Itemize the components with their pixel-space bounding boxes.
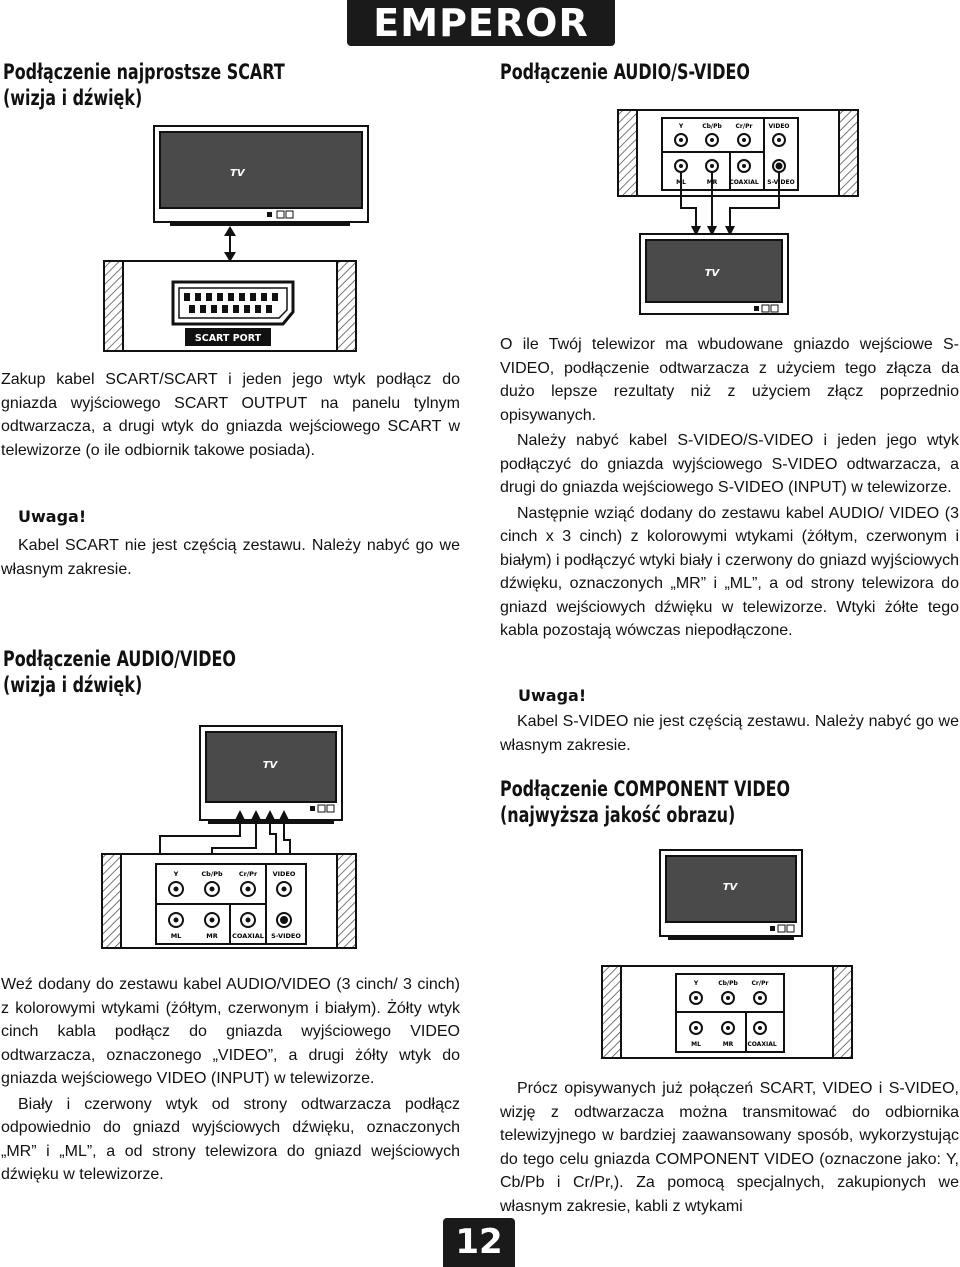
av-cbpb-label: Cb/Pb — [201, 870, 223, 878]
av-video-label: VIDEO — [272, 870, 296, 878]
sv-crpr-label: Cr/Pr — [735, 123, 753, 130]
svideo-warning-text — [500, 710, 959, 757]
sv-mr-label: MR — [706, 179, 718, 186]
sv-cbpb-label: Cb/Pb — [702, 123, 722, 130]
av-ml-label: ML — [170, 932, 182, 940]
scart-paragraph — [1, 368, 460, 462]
component-title-line1: Podłączenie COMPONENT VIDEO — [500, 777, 791, 801]
sv-coaxial-label: COAXIAL — [729, 179, 759, 186]
av-coaxial-label: COAXIAL — [232, 932, 264, 940]
scart-text: Zakup kabel SCART/SCART i jeden jego wtyk podłącz do gniazda wyjściowego SCART OUTPUT na panelu tylnym odtwarzacza, a drugi wtyk do gniazda wejściowego SCART w telewizorze (o ile odbiornik takowe posiada). — [1, 371, 460, 459]
svideo-warning-label: Uwaga! — [518, 686, 587, 705]
brand-header — [347, 0, 615, 85]
sv-svideo-label: S-VIDEO — [767, 179, 795, 186]
brand-title: EMPEROR IV — [373, 1, 589, 85]
component-title-line2: (najwyższa jakość obrazu) — [500, 803, 736, 827]
scart-title-line2: (wizja i dźwięk) — [3, 86, 143, 110]
av-svideo-label: S-VIDEO — [271, 932, 301, 940]
comp-tv-label: TV — [722, 882, 738, 893]
component-diagram — [600, 848, 854, 1068]
av-mr-label: MR — [206, 932, 218, 940]
svideo-paragraph-2: Należy nabyć kabel S-VIDEO/S-VIDEO i jeden jego wtyk podłączyć do gniazda wyjściowego S-VIDEO odtwarzacza, a drugi do gniazda wejściowego S-VIDEO (INPUT) w telewizorze. — [500, 432, 959, 496]
sv-tv-label: TV — [704, 268, 720, 279]
av-title-line1: Podłączenie AUDIO/VIDEO — [3, 647, 236, 671]
av-paragraph-1: Weź dodany do zestawu kabel AUDIO/VIDEO (3 cinch/ 3 cinch) z kolorowymi wtykami (żółtym, czerwonym i białym). Żółty wtyk cinch kabla podłącz do gniazda wyjściowego VIDEO odtwarzacza, oznaczonego „VIDEO”, a drugi żółty wtyk do gniazda wejściowego VIDEO (INPUT) w telewizorze. — [1, 976, 460, 1087]
av-y-label: Y — [173, 870, 179, 878]
av-title — [3, 646, 236, 698]
sv-ml-label: ML — [676, 179, 686, 186]
svideo-paragraph-3: Następnie wziąć dodany do zestawu kabel AUDIO/ VIDEO (3 cinch x 3 cinch) z kolorowymi wtykami (żółtym, czerwonym i białym) i podłączyć wtyki biały i czerwony do gniazd wyjściowych dźwięku, oznaczonych „MR” i „ML”, a od strony telewizora do gniazd wejściowych dźwięku w telewizorze. Wtyki żółte tego kabla pozostają wówczas niepodłączone. — [500, 504, 959, 639]
av-tv-label: TV — [262, 760, 278, 771]
component-paragraph — [500, 1077, 959, 1218]
sv-video-label: VIDEO — [768, 123, 790, 130]
page-number: 12 — [455, 1222, 503, 1262]
comp-cbpb-label: Cb/Pb — [718, 980, 738, 987]
av-title-line2: (wizja i dźwięk) — [3, 673, 143, 697]
svideo-paragraph-1: O ile Twój telewizor ma wbudowane gniazdo wejściowe S-VIDEO, podłączenie odtwarzacza z użyciem tego złącza da dużo lepsze rezultaty niż z użyciem złącz poprzednio opisywanych. — [500, 336, 959, 424]
svideo-diagram — [616, 108, 860, 318]
scart-warning-body: Kabel SCART nie jest częścią zestawu. Należy nabyć go we własnym zakresie. — [1, 537, 460, 578]
comp-coaxial-label: COAXIAL — [747, 1041, 777, 1048]
comp-crpr-label: Cr/Pr — [751, 980, 769, 987]
scart-tv-label: TV — [230, 168, 245, 179]
sv-y-label: Y — [678, 123, 684, 130]
scart-port-label: SCART PORT — [194, 333, 262, 344]
scart-warning-label: Uwaga! — [18, 507, 87, 526]
comp-ml-label: ML — [691, 1041, 701, 1048]
comp-mr-label: MR — [722, 1041, 734, 1048]
scart-title-line1: Podłączenie najprostsze SCART — [3, 60, 285, 84]
svideo-warning-body: Kabel S-VIDEO nie jest częścią zestawu. Należy nabyć go we własnym zakresie. — [500, 713, 959, 754]
av-paragraphs — [1, 973, 460, 1187]
comp-y-label: Y — [693, 980, 699, 987]
svideo-paragraphs — [500, 333, 959, 643]
av-crpr-label: Cr/Pr — [238, 870, 258, 878]
scart-warning-text — [1, 534, 460, 581]
scart-title — [3, 59, 285, 111]
component-text: Prócz opisywanych już połączeń SCART, VIDEO i S-VIDEO, wizję z odtwarzacza można transmitować do odbiornika telewizyjnego w bardziej zaawansowany sposób, wykorzystując do tego celu gniazda COMPONENT VIDEO (oznaczone jako: Y, Cb/Pb i Cr/Pr,). Za pomocą specjalnych, zakupionych we własnym zakresie, kabli z wtykami — [500, 1080, 959, 1215]
av-paragraph-2: Biały i czerwony wtyk od strony odtwarzacza podłącz odpowiednio do gniazd wyjściowych dźwięku, oznaczonych „MR” i „ML”, a od strony telewizora do gniazd wejściowych dźwięku w telewizorze. — [1, 1095, 460, 1183]
scart-player-panel — [103, 260, 357, 356]
svideo-title: Podłączenie AUDIO/S-VIDEO — [500, 60, 750, 84]
page-number-box — [443, 1218, 515, 1267]
av-diagram — [100, 724, 358, 950]
component-title — [500, 776, 790, 828]
